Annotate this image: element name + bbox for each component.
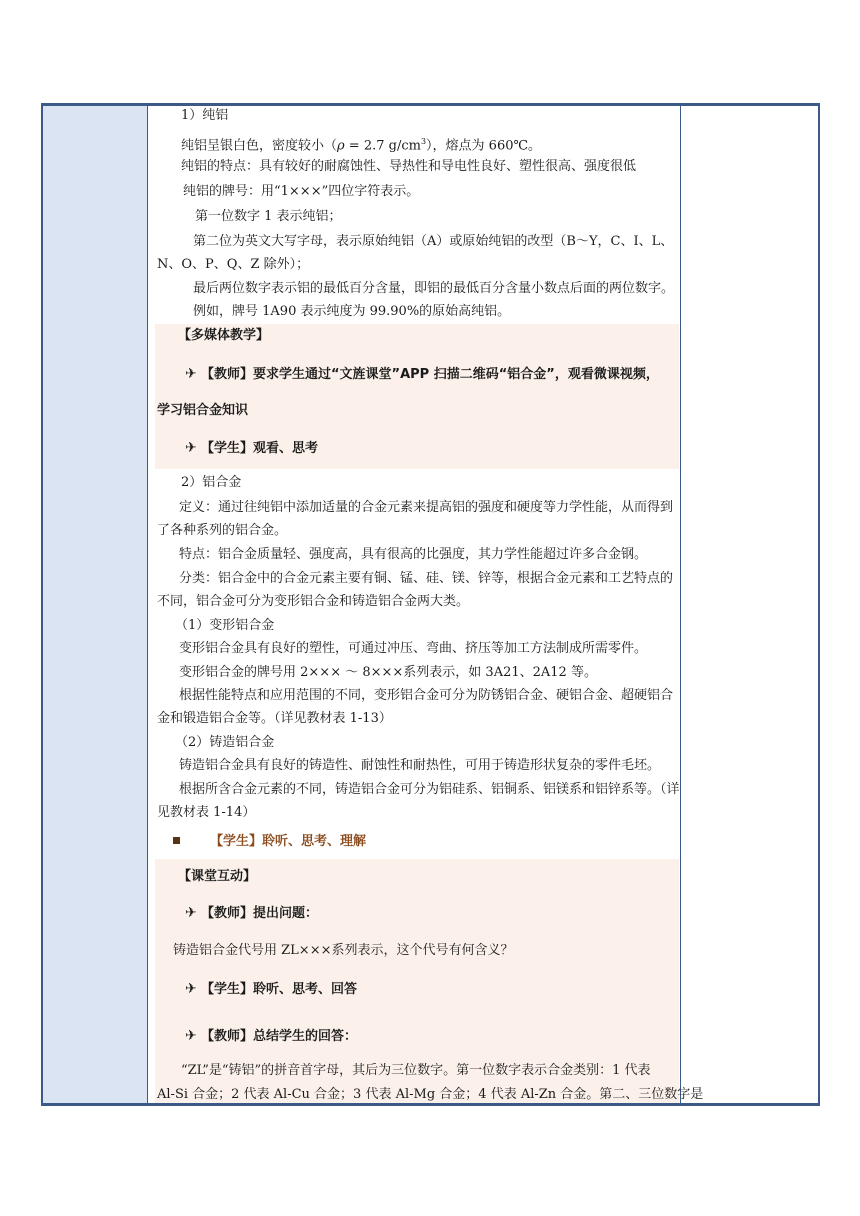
summary-text-cont: Al-Si 合金；2 代表 Al-Cu 合金；3 代表 Al-Mg 合金；4 代表 Al-Zn 合金。第二、三位数字是: [157, 1087, 704, 1102]
paragraph-line: 根据所含合金元素的不同，铸造铝合金可分为铝硅系、铝铜系、铝镁系和铝锌系等。（详: [179, 782, 680, 797]
paragraph-line: 铸造铝合金具有良好的铸造性、耐蚀性和耐热性，可用于铸造形状复杂的零件毛坯。: [179, 758, 661, 773]
paragraph-line: 见教材表 1-14）: [157, 805, 256, 820]
summary-text: “ZL”是“铸铝”的拼音首字母，其后为三位数字。第一位数字表示合金类别：1 代表: [181, 1063, 651, 1078]
paragraph-line: 最后两位数字表示铝的最低百分含量，即铝的最低百分含量小数点后面的两位数字。: [193, 281, 675, 296]
paragraph-line: 纯铝的特点：具有较好的耐腐蚀性、导热性和导电性良好、塑性很高、强度很低: [181, 159, 637, 174]
heading-aluminum-alloy: 2）铝合金: [181, 475, 242, 490]
paragraph-line: 特点：铝合金质量轻、强度高，具有很高的比强度，其力学性能超过许多合金钢。: [179, 547, 648, 562]
teacher-instruction: ✈ 【教师】要求学生通过“文旌课堂”APP 扫描二维码“铝合金”，观看微课视频，: [185, 366, 659, 382]
plane-icon: ✈: [185, 366, 197, 382]
plane-icon: ✈: [185, 981, 197, 997]
paragraph-line: 例如，牌号 1A90 表示纯度为 99.90%的原始高纯铝。: [193, 304, 511, 319]
student-answer: ✈ 【学生】聆听、思考、回答: [185, 981, 358, 997]
subheading: （1）变形铝合金: [175, 618, 275, 633]
paragraph-line: N、O、P、Q、Z 除外）；: [157, 257, 310, 272]
section-label: 【课堂互动】: [178, 869, 257, 884]
paragraph-line: 不同，铝合金可分为变形铝合金和铸造铝合金两大类。: [157, 594, 470, 609]
student-listen-line: 【学生】聆听、思考、理解: [173, 834, 366, 850]
paragraph-line: 第一位数字 1 表示纯铝；: [195, 209, 342, 224]
paragraph-line: 纯铝的牌号：用“1×××”四位字符表示。: [183, 184, 420, 199]
paragraph-line: 变形铝合金的牌号用 2××× ～ 8×××系列表示，如 3A21、2A12 等。: [179, 665, 597, 680]
plane-icon: ✈: [185, 440, 197, 456]
paragraph-line: 定义：通过往纯铝中添加适量的合金元素来提高铝的强度和硬度等力学性能，从而得到: [179, 500, 674, 515]
paragraph-line: 金和锻造铝合金等。（详见教材表 1-13）: [157, 711, 392, 726]
subheading: （2）铸造铝合金: [175, 735, 275, 750]
student-action: ✈ 【学生】观看、思考: [185, 440, 319, 456]
section-label: 【多媒体教学】: [178, 328, 270, 343]
paragraph-line: 变形铝合金具有良好的塑性，可通过冲压、弯曲、挤压等加工方法制成所需零件。: [179, 641, 648, 656]
right-column: [680, 106, 818, 1103]
paragraph-line: 纯铝呈银白色，密度较小（ρ = 2.7 $g/cm^3$），熔点为 660℃。: [181, 137, 542, 154]
class-interaction-box: [155, 859, 704, 1103]
paragraph-line: 分类：铝合金中的合金元素主要有铜、锰、硅、镁、锌等，根据合金元素和工艺特点的: [179, 571, 674, 586]
square-bullet-icon: [173, 837, 180, 844]
teacher-question: ✈ 【教师】提出问题：: [185, 905, 319, 921]
paragraph-line: 第二位为英文大写字母，表示原始纯铝（A）或原始纯铝的改型（B～Y，C、I、L、: [193, 234, 674, 249]
plane-icon: ✈: [185, 1028, 197, 1044]
left-column: [43, 106, 148, 1103]
question-text: 铸造铝合金代号用 ZL×××系列表示，这个代号有何含义？: [173, 943, 514, 958]
paragraph-line: 根据性能特点和应用范围的不同，变形铝合金可分为防锈铝合金、硬铝合金、超硬铝合: [179, 688, 674, 703]
multimedia-teaching-box: [155, 324, 679, 469]
teacher-instruction-cont: 学习铝合金知识: [157, 403, 249, 418]
paragraph-line: 了各种系列的铝合金。: [157, 523, 288, 538]
heading-pure-aluminum: 1）纯铝: [181, 108, 229, 123]
plane-icon: ✈: [185, 905, 197, 921]
teacher-summary: ✈ 【教师】总结学生的回答：: [185, 1028, 358, 1044]
